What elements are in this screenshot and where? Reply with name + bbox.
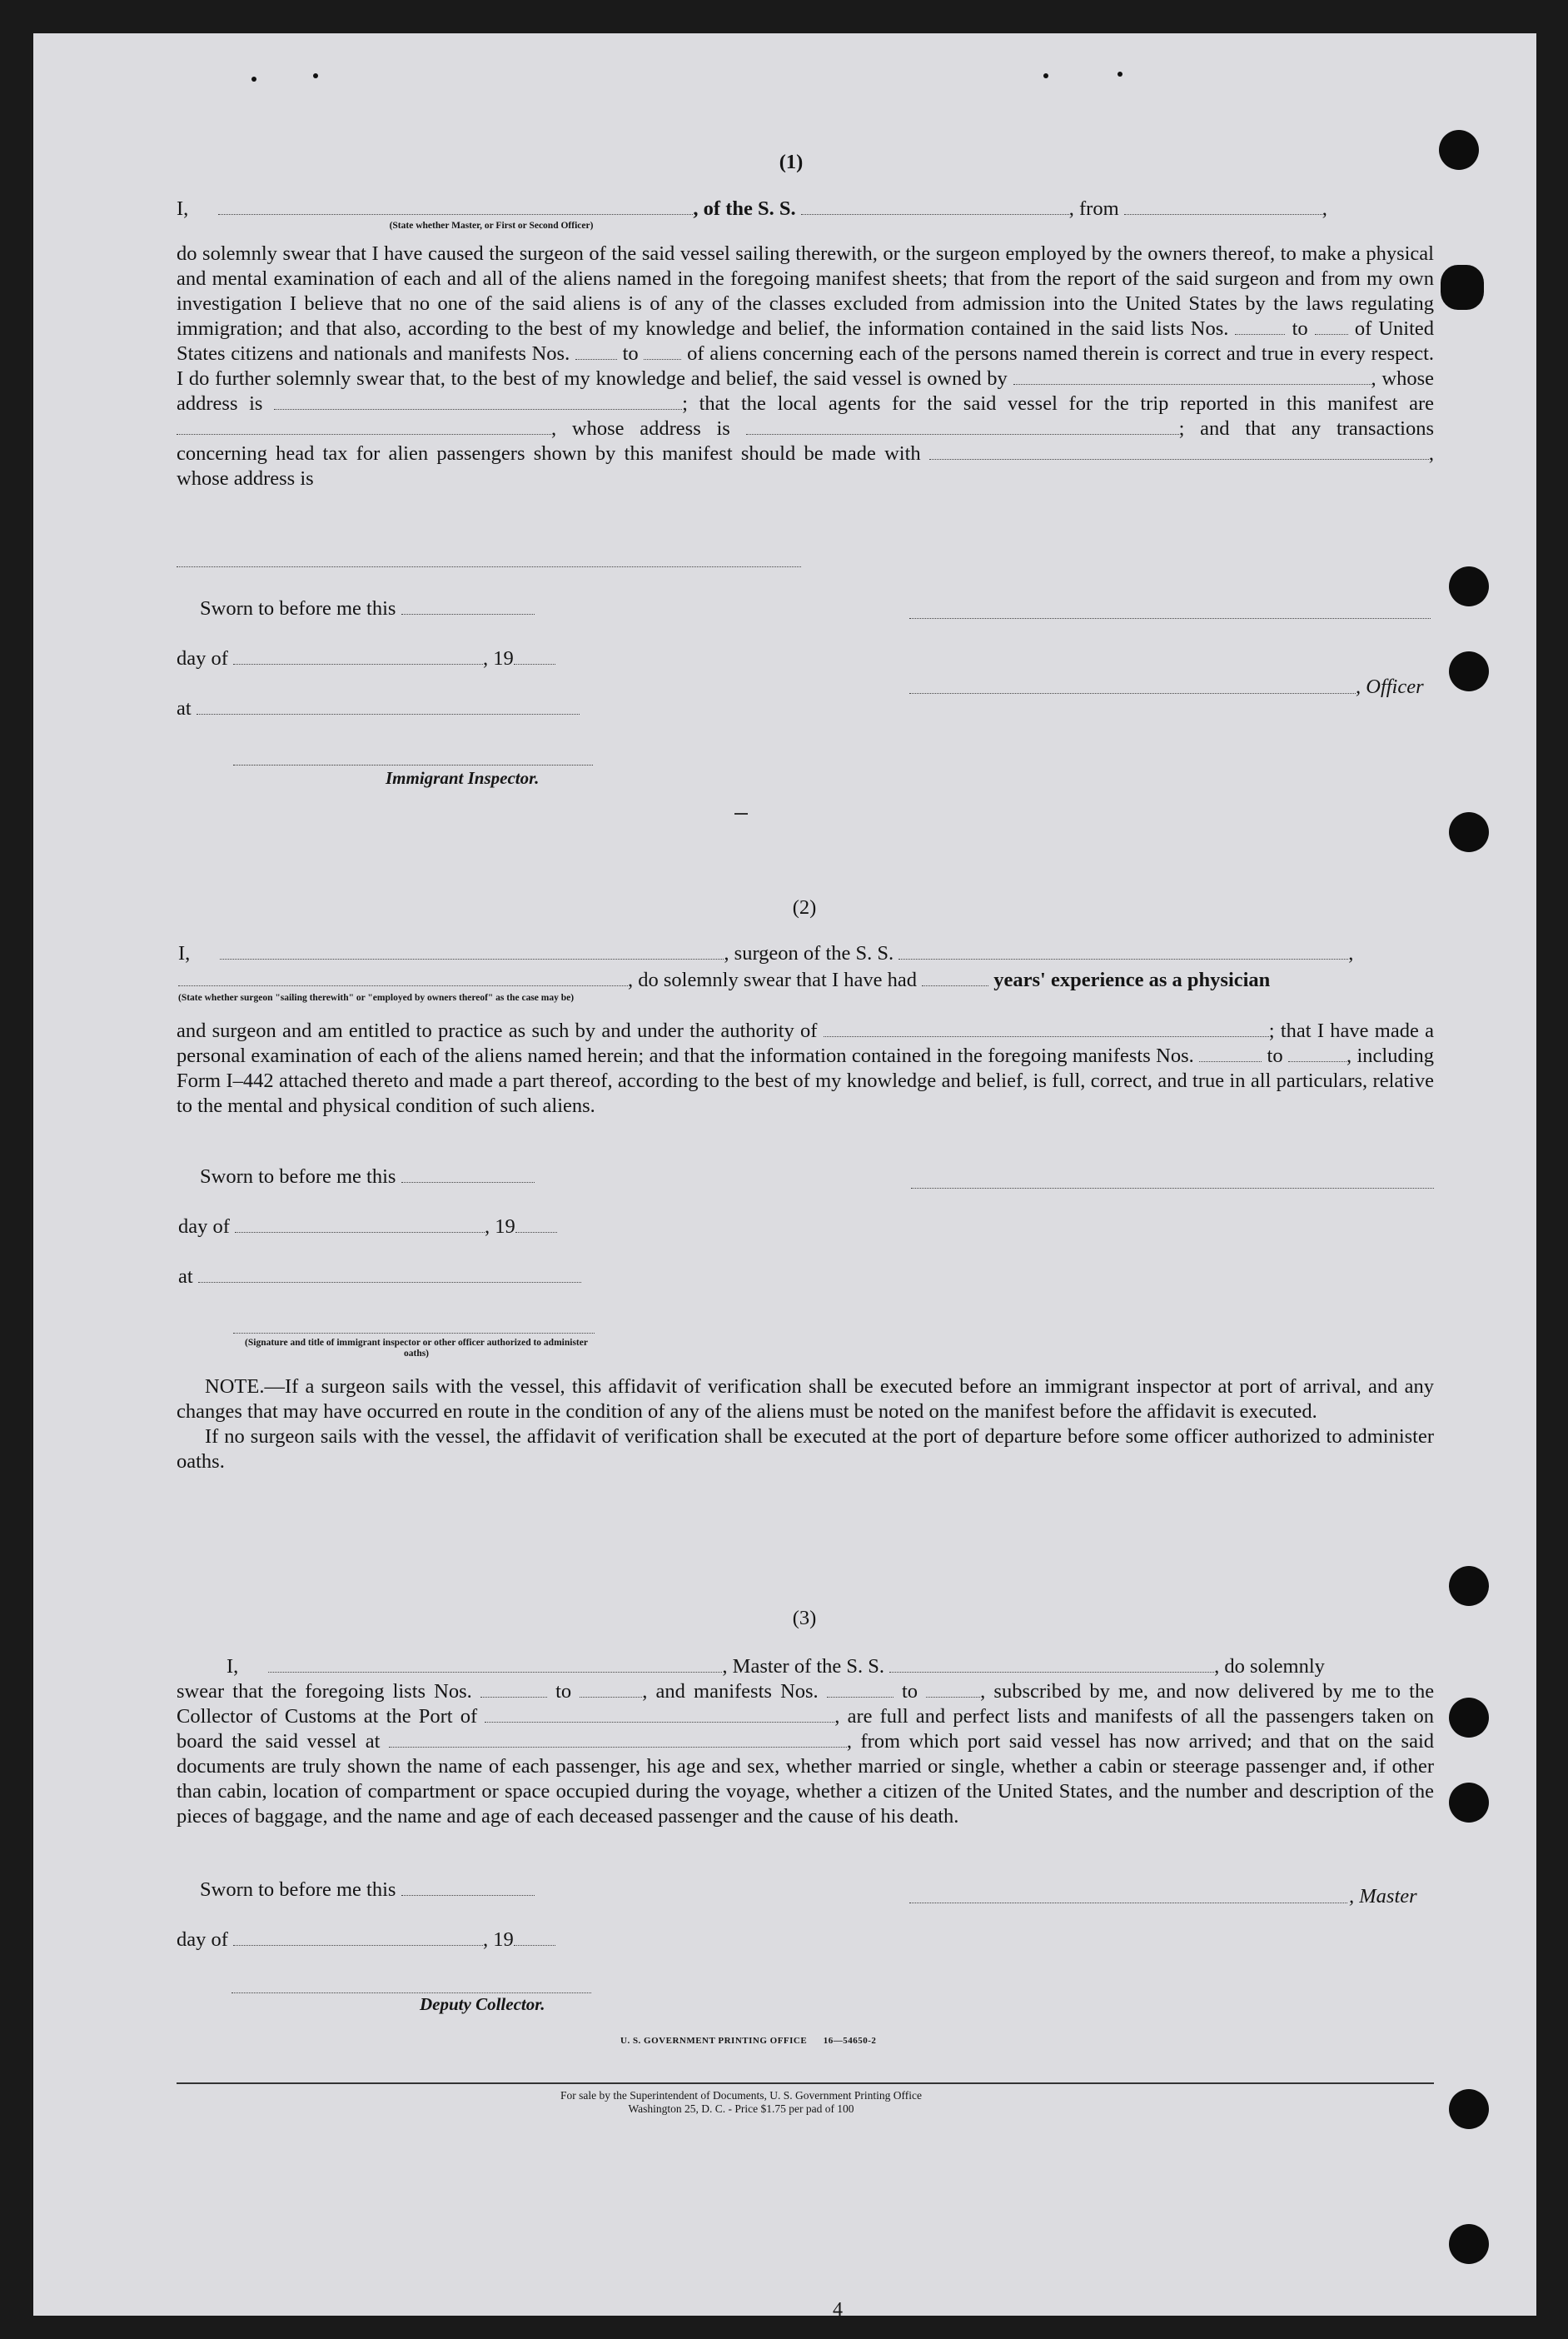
punch-hole bbox=[1449, 651, 1489, 691]
s2-years-field[interactable] bbox=[922, 969, 988, 986]
s1-text-1: do solemnly swear that I have caused the surgeon of the said vessel sailing therewith, or the surgeon employed by the owners thereof, to make a physical and mental examination of each and all of the aliens named in the foregoing manifest sheets; that from the report of the said surgeon and from my own investigation I believe that no one of the said aliens is of any of the classes excluded from admission into the United States by the laws regulating immigration; and that also, according to the best of my knowledge and belief, the information contained in the said lists Nos. bbox=[177, 242, 1434, 340]
s2-manifests-from-field[interactable] bbox=[1199, 1045, 1262, 1062]
s2-opening-line: I, , surgeon of the S. S. , bbox=[178, 942, 1354, 965]
s1-officer-note: (State whether Master, or First or Second Officer) bbox=[389, 221, 594, 231]
s2-second-line bbox=[178, 968, 1270, 993]
s1-day-row bbox=[177, 646, 555, 671]
s3-subscribed: , subscribed by me, and now bbox=[980, 1680, 1230, 1703]
s3-deputy-line[interactable] bbox=[231, 1992, 591, 1993]
s1-of-ss: , of the S. S. bbox=[693, 197, 796, 220]
s3-master-name-field[interactable] bbox=[268, 1655, 722, 1673]
s1-body: do solemnly swear that I have caused the surgeon of the said vessel sailing therewith, or the surgeon employed by the owners thereof, to make a physical and mental examination of each and all of the aliens named in the foregoing manifest sheets; that from the report of the said surgeon and from my own investigation I believe that no one of the said aliens is of any of the classes excluded from admission into the United States by the laws regulating immigration; and that also, according to the best of my knowledge and belief, the information contained in the said lists Nos. to of United States citizens and nationals and manifests Nos. to of aliens concerning each of the persons named therein is correct and true in every respect. I do further solemnly swear that, to the best of my knowledge and belief, the said vessel is owned by , whose address is ; that the local agents for the said vessel for the trip reported in this manifest are , whose address is ; and that any transactions concerning head tax for alien passengers shown by this manifest should be made with , whose address is bbox=[177, 242, 1435, 490]
s2-note-para-2: If no surgeon sails with the vessel, the affidavit of verification shall be executed at the port of departure before some officer authorized to administer oaths. bbox=[177, 1425, 1434, 1473]
s1-year-field[interactable] bbox=[514, 647, 555, 665]
s2-day-field[interactable] bbox=[235, 1215, 485, 1233]
s2-swear: , do solemnly swear that I have had bbox=[628, 969, 917, 991]
s2-surgeon-of-ss: , surgeon of the S. S. bbox=[724, 942, 894, 965]
s3-full: , are full and perfect lists and bbox=[834, 1705, 1088, 1728]
punch-hole bbox=[1449, 1566, 1489, 1606]
punch-hole bbox=[1449, 1783, 1489, 1823]
s3-sworn: Sworn to before me this bbox=[200, 1878, 396, 1901]
speck bbox=[251, 77, 256, 82]
s1-sworn-date-field[interactable] bbox=[401, 597, 535, 615]
s3-manifests: , and manifests Nos. bbox=[642, 1680, 819, 1703]
s1-manifests-to-field[interactable] bbox=[644, 342, 681, 360]
s2-to: to bbox=[1267, 1045, 1283, 1067]
punch-hole bbox=[1449, 566, 1489, 606]
s1-to-1: to bbox=[1292, 317, 1308, 340]
s2-body: and surgeon and am entitled to practice as such by and under the authority of ; that I have made a personal examination of each of the aliens named herein; and that the information contained in the foregoing manifests Nos. to , including Form I–442 attached thereto and made a part thereof, according to the best of my knowledge and belief, is full, correct, and true in all particulars, relative to the mental and physical condition of such aliens. bbox=[177, 1020, 1435, 1117]
s3-to-2: to bbox=[901, 1680, 918, 1703]
s2-year-field[interactable] bbox=[515, 1215, 557, 1233]
s3-nineteen: , 19 bbox=[483, 1928, 514, 1951]
s2-oath-officer-line[interactable] bbox=[233, 1333, 595, 1334]
s1-from: , from bbox=[1068, 197, 1119, 220]
sale-line-2: Washington 25, D. C. - Price $1.75 per pad of 100 bbox=[628, 2102, 854, 2115]
s3-text-1: swear that the foregoing lists Nos. bbox=[177, 1680, 472, 1703]
s3-text-2: delivered by me to the Collector of Customs at the Port of bbox=[177, 1680, 1435, 1728]
s1-from-port-field[interactable] bbox=[1124, 197, 1322, 215]
s3-day-row bbox=[177, 1928, 555, 1952]
s2-manifests-to-field[interactable] bbox=[1288, 1045, 1346, 1062]
s2-day-of: day of bbox=[178, 1215, 230, 1238]
form-page bbox=[33, 33, 1536, 2321]
s2-note-para-1: NOTE.—If a surgeon sails with the vessel, this affidavit of verification shall be executed before an immigrant inspector at port of arrival, and any changes that may have occurred en route in the condition of any of the aliens must be noted on the manifest before the affidavit is executed. bbox=[177, 1375, 1434, 1423]
s1-officer-label: , Officer bbox=[1356, 676, 1424, 698]
s1-to-2: to bbox=[622, 342, 639, 365]
s3-text-4: port said vessel has now arrived; and that on the said documents are truly shown the name of each passenger, his age and sex, whether married or single, whether a cabin or steerage passenger and, if other than cabin, location of compartment or space occupied during the voyage, whether a citizen of the United States, and the number and description of the pieces of baggage, and the name and age of each deceased passenger and the cause of his death. bbox=[177, 1730, 1435, 1828]
s3-lists-to-field[interactable] bbox=[580, 1680, 642, 1698]
s1-text-4: that the local agents for the said vessel for the trip reported in this manifest are bbox=[699, 392, 1435, 415]
s3-day-of: day of bbox=[177, 1928, 228, 1951]
s1-text-2: of United States citizens and nationals and manifests Nos. bbox=[177, 317, 1435, 365]
s2-pre: I, bbox=[178, 942, 191, 965]
punch-hole bbox=[1449, 2224, 1489, 2264]
s2-signature-note: (Signature and title of immigrant inspector or other officer authorized to administer oaths) bbox=[245, 1338, 588, 1359]
s1-owner-address-field[interactable] bbox=[274, 392, 682, 410]
speck bbox=[1118, 72, 1122, 77]
s2-text-1: and surgeon and am entitled to practice as such by and under the authority of bbox=[177, 1020, 818, 1042]
s3-to-1: to bbox=[555, 1680, 572, 1703]
s2-surgeon-name-field[interactable] bbox=[220, 942, 724, 960]
s3-lists-from-field[interactable] bbox=[480, 1680, 547, 1698]
s1-day-of: day of bbox=[177, 647, 228, 670]
s1-at-field[interactable] bbox=[197, 697, 580, 715]
speck bbox=[1043, 73, 1048, 78]
s1-address-2: , whose address is bbox=[177, 442, 1434, 490]
s1-pre: I, bbox=[177, 197, 189, 220]
sale-line-1: For sale by the Superintendent of Documents, U. S. Government Printing Office bbox=[560, 2089, 922, 2102]
s1-sworn: Sworn to before me this bbox=[200, 597, 396, 620]
s1-opening-line: I, , of the S. S. , from , bbox=[177, 197, 1327, 220]
s3-day-field[interactable] bbox=[233, 1928, 483, 1946]
s1-at: at bbox=[177, 697, 192, 720]
s1-agents-address-field[interactable] bbox=[746, 417, 1179, 435]
s3-do-solemnly: , do solemnly bbox=[1214, 1655, 1325, 1678]
s3-manifests-to-field[interactable] bbox=[926, 1680, 980, 1698]
punch-hole bbox=[1449, 1698, 1489, 1738]
s2-surgeon-type-field[interactable] bbox=[178, 969, 628, 986]
s2-day-row bbox=[178, 1214, 557, 1239]
s3-master-of-ss: , Master of the S. S. bbox=[722, 1655, 885, 1678]
section-2-number: (2) bbox=[792, 896, 817, 919]
s1-agents-field[interactable] bbox=[177, 417, 551, 435]
s3-pre: I, bbox=[226, 1655, 239, 1678]
s1-nineteen: , 19 bbox=[483, 647, 514, 670]
s1-owner-field[interactable] bbox=[1013, 367, 1371, 385]
s1-vessel-name-field[interactable] bbox=[801, 197, 1069, 215]
s2-at-row bbox=[178, 1264, 581, 1289]
s3-sworn-date-field[interactable] bbox=[401, 1878, 535, 1896]
s1-officer-name-field[interactable] bbox=[218, 197, 693, 215]
s2-at: at bbox=[178, 1265, 193, 1288]
s3-year-field[interactable] bbox=[514, 1928, 555, 1946]
s2-sworn-date-field[interactable] bbox=[401, 1165, 535, 1183]
s2-note bbox=[177, 1374, 1434, 1474]
s3-deputy-label: Deputy Collector. bbox=[420, 1994, 545, 2014]
s3-body bbox=[177, 1679, 1434, 1829]
s2-sworn-row bbox=[200, 1165, 535, 1189]
s1-inspector-label: Immigrant Inspector. bbox=[386, 768, 540, 788]
s3-vessel-name-field[interactable] bbox=[889, 1655, 1214, 1673]
s1-text-5: whose address is bbox=[571, 417, 730, 440]
s1-at-row bbox=[177, 696, 580, 721]
s1-lists-from-field[interactable] bbox=[1235, 317, 1285, 335]
s1-lists-to-field[interactable] bbox=[1315, 317, 1348, 335]
dash-mark bbox=[734, 813, 748, 815]
s1-address-1: , whose address is bbox=[177, 367, 1434, 415]
s1-officer-line[interactable] bbox=[909, 693, 1356, 694]
s2-surgeon-note: (State whether surgeon "sailing therewith" or "employed by owners thereof" as the case may be) bbox=[178, 993, 575, 1003]
s2-nineteen: , 19 bbox=[485, 1215, 515, 1238]
s1-signature-line[interactable] bbox=[909, 618, 1431, 619]
s1-inspector-line[interactable] bbox=[233, 765, 593, 766]
s1-manifests-from-field[interactable] bbox=[575, 342, 617, 360]
section-1-number: (1) bbox=[779, 151, 804, 173]
s3-port-field[interactable] bbox=[485, 1705, 834, 1723]
s3-sworn-row bbox=[200, 1878, 535, 1903]
section-3-number: (3) bbox=[792, 1607, 817, 1629]
s2-text-3: , including Form I–442 attached thereto and made a part thereof, according to the best of my knowledge and belief, is full, correct, and true in all particulars, relative to the mental and physical condition of such aliens. bbox=[177, 1045, 1435, 1117]
gpo-imprint: U. S. GOVERNMENT PRINTING OFFICE 16—54650-2 bbox=[620, 2036, 877, 2046]
s2-signature-line[interactable] bbox=[911, 1188, 1434, 1189]
s3-text-3: manifests of all the passengers taken on board the said vessel at bbox=[177, 1705, 1435, 1753]
s3-manifests-from-field[interactable] bbox=[827, 1680, 894, 1698]
s3-opening-line bbox=[226, 1654, 1325, 1679]
punch-hole bbox=[1449, 812, 1489, 852]
s2-sworn: Sworn to before me this bbox=[200, 1165, 396, 1188]
s1-address-line[interactable] bbox=[177, 566, 801, 567]
s1-sworn-row bbox=[200, 596, 535, 621]
speck bbox=[313, 73, 318, 78]
punch-hole bbox=[1441, 265, 1484, 310]
punch-hole bbox=[1449, 2089, 1489, 2129]
s3-master-label: , Master bbox=[1349, 1885, 1417, 1908]
s2-at-field[interactable] bbox=[198, 1265, 581, 1283]
s2-text-2: that I have made a personal examination of each of the aliens named herein; and that the information contained in the foregoing manifests Nos. bbox=[177, 1020, 1435, 1067]
s1-text-6: ; and that any transactions concerning head tax for alien passengers shown by this manifest should be made with bbox=[177, 417, 1434, 465]
s1-day-field[interactable] bbox=[233, 647, 483, 665]
footer-rule bbox=[177, 2082, 1434, 2084]
punch-hole bbox=[1439, 130, 1479, 170]
s2-years: years' experience as a physician bbox=[993, 969, 1271, 991]
s2-authority-field[interactable] bbox=[824, 1020, 1269, 1037]
s1-text-3: of aliens concerning each of the persons named therein is correct and true in every respect. I do further solemnly swear that, to the best of my knowledge and belief, the said vessel is owned by bbox=[177, 342, 1435, 390]
s2-vessel-name-field[interactable] bbox=[898, 942, 1348, 960]
s1-head-tax-field[interactable] bbox=[929, 442, 1429, 460]
s3-boarding-port-field[interactable] bbox=[389, 1730, 847, 1748]
page-number: 4 bbox=[833, 2299, 843, 2321]
s3-from-which: , from which bbox=[846, 1730, 959, 1753]
